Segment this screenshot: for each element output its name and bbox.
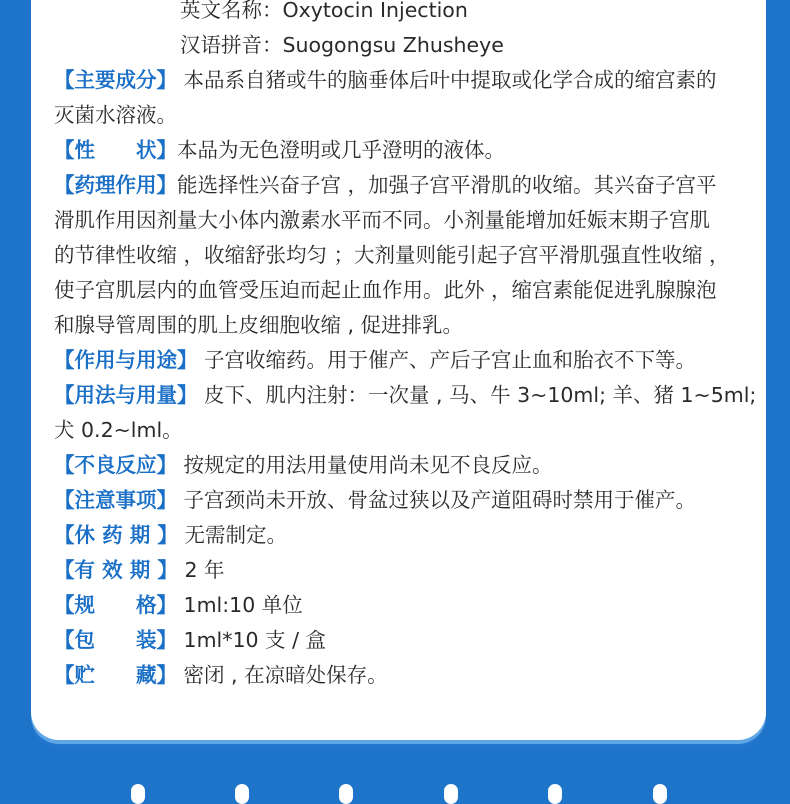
composition-label: 【主要成分】 <box>54 68 177 92</box>
composition-text-line2: 灭菌水溶液。 <box>54 103 177 127</box>
pharmacology-label: 【药理作用】 <box>54 173 177 197</box>
adverse-label: 【不良反应】 <box>54 453 177 477</box>
specification-row <box>54 588 303 623</box>
pharmacology-text-line4: 使子宫肌层内的血管受压迫而起止血作用。此外 ，缩宫素能促进乳腺腺泡 <box>54 278 717 302</box>
storage-text: 密闭 , 在凉暗处保存。 <box>183 663 388 687</box>
pharmacology-text-line1: 能选择性兴奋子宫 ，加强子宫平滑肌的收缩。其兴奋子宫平 <box>177 173 717 197</box>
pharmacology-text-line2: 滑肌作用因剂量大小体内激素水平而不同。小剂量能增加妊娠末期子宫肌 <box>54 208 710 232</box>
decorative-dot <box>235 784 249 804</box>
decorative-dot <box>653 784 667 804</box>
appearance-row <box>54 133 505 168</box>
precautions-label: 【注意事项】 <box>54 488 177 512</box>
pharmacology-text-line5: 和腺导管周围的肌上皮细胞收缩 , 促进排乳。 <box>54 313 464 337</box>
appearance-label: 【性 状】 <box>54 138 177 162</box>
pinyin-name-row <box>180 28 504 63</box>
adverse-row <box>54 448 553 483</box>
indications-row <box>54 343 696 378</box>
decorative-dots <box>0 784 790 800</box>
packaging-row <box>54 623 326 658</box>
packaging-label: 【包 装】 <box>54 628 177 652</box>
dosage-row <box>54 378 756 413</box>
dosage-label: 【用法与用量】 <box>54 383 198 407</box>
precautions-row <box>54 483 696 518</box>
validity-label: 【有 效 期 】 <box>54 558 178 582</box>
decorative-dot <box>548 784 562 804</box>
dosage-text-line2: 犬 0.2~lml。 <box>54 418 183 442</box>
composition-row <box>54 63 717 98</box>
indications-text: 子宫收缩药。用于催产、产后子宫止血和胎衣不下等。 <box>204 348 697 372</box>
specification-label: 【规 格】 <box>54 593 177 617</box>
withdrawal-label: 【休 药 期 】 <box>54 523 178 547</box>
english-name-label: 英文名称： <box>180 0 283 22</box>
decorative-dot <box>339 784 353 804</box>
withdrawal-text: 无需制定。 <box>184 523 287 547</box>
pinyin-name-label: 汉语拼音： <box>180 33 283 57</box>
decorative-dot <box>131 784 145 804</box>
pinyin-name-value: Suogongsu Zhusheye <box>282 33 504 57</box>
english-name-value: Oxytocin Injection <box>282 0 468 22</box>
specification-text: 1ml:10 单位 <box>183 593 303 617</box>
pharmacology-row <box>54 168 717 203</box>
dosage-text-line1: 皮下、肌内注射：一次量 , 马、牛 3~10ml; 羊、猪 1~5ml; <box>204 383 757 407</box>
decorative-dot <box>444 784 458 804</box>
packaging-text: 1ml*10 支 / 盒 <box>183 628 327 652</box>
validity-text: 2 年 <box>184 558 225 582</box>
validity-row <box>54 553 225 588</box>
withdrawal-row <box>54 518 287 553</box>
pharmacology-text-line3: 的节律性收缩 ，收缩舒张均匀 ；大剂量则能引起子宫平滑肌强直性收缩 ， <box>54 243 730 267</box>
precautions-text: 子宫颈尚未开放、骨盆过狭以及产道阻碍时禁用于催产。 <box>183 488 697 512</box>
adverse-text: 按规定的用法用量使用尚未见不良反应。 <box>183 453 553 477</box>
composition-text-line1: 本品系自猪或牛的脑垂体后叶中提取或化学合成的缩宫素的 <box>183 68 717 92</box>
english-name-row <box>180 0 468 28</box>
appearance-text: 本品为无色澄明或几乎澄明的液体。 <box>177 138 505 162</box>
indications-label: 【作用与用途】 <box>54 348 198 372</box>
storage-label: 【贮 藏】 <box>54 663 177 687</box>
storage-row <box>54 658 388 693</box>
